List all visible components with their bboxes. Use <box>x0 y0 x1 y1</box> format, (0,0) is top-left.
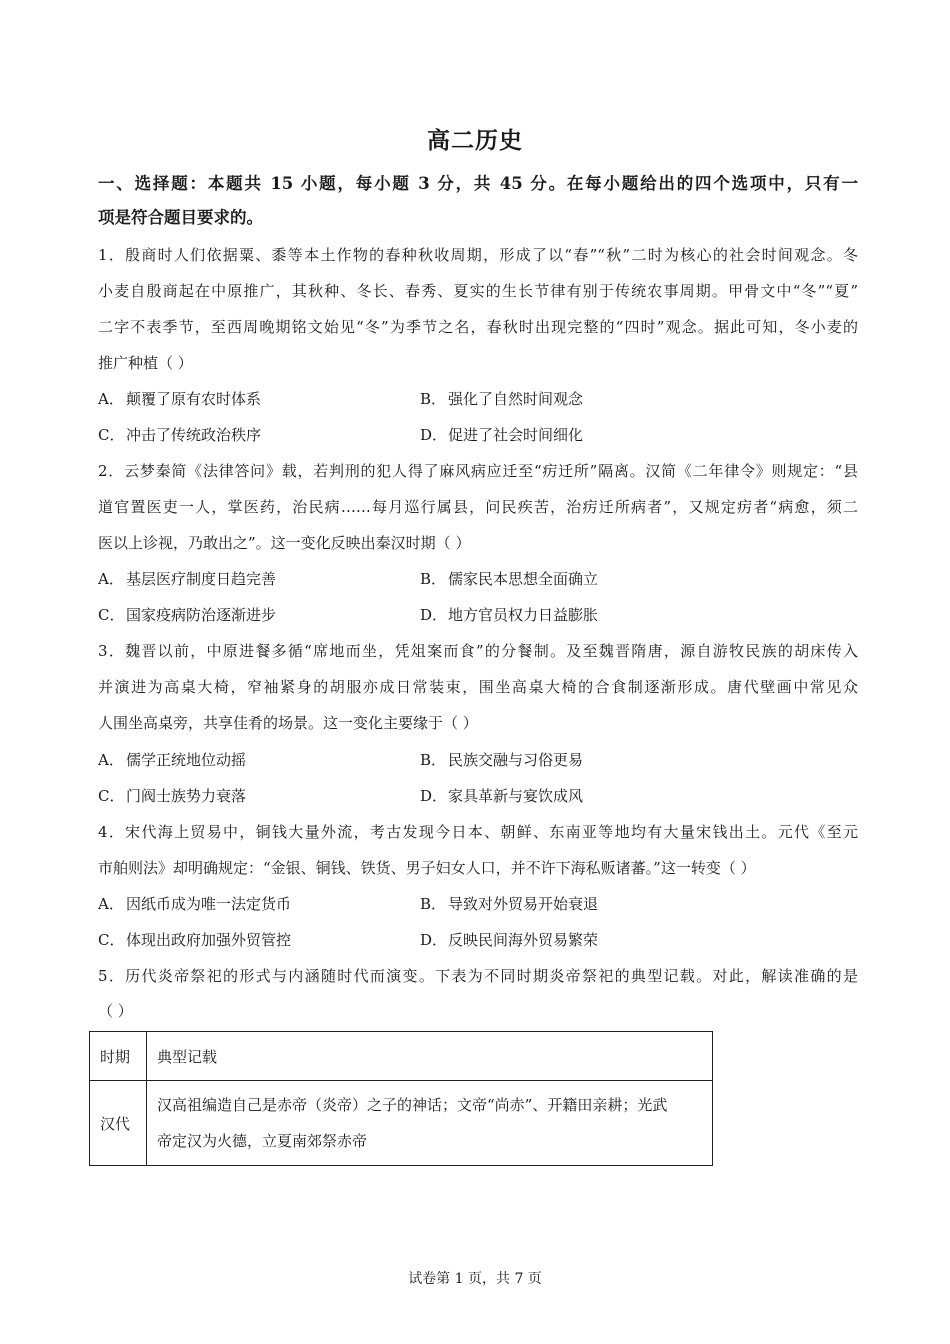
question-text-line: （ ） <box>98 1002 133 1020</box>
question-text-line: 5．历代炎帝祭祀的形式与内涵随时代而演变。下表为不同时期炎帝祭祀的典型记载。对此，解读准确的是 <box>98 967 858 985</box>
option-d[interactable]: D．促进了社会时间细化 <box>420 426 584 444</box>
question-text-line: 道官置医吏一人，掌医药，治民病……每月巡行属县，问民疾苦，治疠迁所病者”，又规定疠者“病愈，须二 <box>98 498 858 516</box>
question-text-line: 小麦自殷商起在中原推广，其秋种、冬长、春秀、夏实的生长节律有别于传统农事周期。甲骨文中“冬”“夏” <box>98 282 858 300</box>
option-d[interactable]: D．反映民间海外贸易繁荣 <box>420 931 599 949</box>
table-row <box>90 1081 713 1166</box>
table-header-row <box>90 1032 713 1081</box>
option-c[interactable]: C． 国家疫病防治逐渐进步 <box>98 606 277 624</box>
table-cell-record <box>147 1081 713 1166</box>
page-footer: 试卷第 1 页，共 7 页 <box>408 1271 542 1287</box>
record-line: 帝定汉为火德，立夏南郊祭赤帝 <box>157 1132 368 1150</box>
option-b[interactable]: B． 导致对外贸易开始衰退 <box>420 895 599 913</box>
option-d[interactable]: D．家具革新与宴饮成风 <box>420 787 584 805</box>
question-text-line: 二字不表季节，至西周晚期铭文始见“冬”为季节之名，春秋时出现完整的“四时”观念。据此可知，冬小麦的 <box>98 318 858 336</box>
option-c[interactable]: C． 门阀士族势力衰落 <box>98 787 247 805</box>
records-table <box>89 1031 713 1166</box>
option-a[interactable]: A． 因纸币成为唯一法定货币 <box>98 895 292 913</box>
question-text-line: 推广种植（ ） <box>98 354 193 372</box>
question-text-line: 人围坐高桌旁，共享佳肴的场景。这一变化主要缘于（ ） <box>98 714 478 732</box>
question-text-line: 4．宋代海上贸易中，铜钱大量外流，考古发现今日本、朝鲜、东南亚等地均有大量宋钱出土。元代《至元 <box>98 823 858 841</box>
option-a[interactable]: A． 颠覆了原有农时体系 <box>98 390 262 408</box>
option-a[interactable]: A． 基层医疗制度日趋完善 <box>98 570 277 588</box>
section-heading: 项是符合题目要求的。 <box>98 208 263 227</box>
option-b[interactable]: B． 强化了自然时间观念 <box>420 390 584 408</box>
question-text-line: 医以上诊视，乃敢出之”。这一变化反映出秦汉时期（ ） <box>98 534 471 552</box>
option-b[interactable]: B． 儒家民本思想全面确立 <box>420 570 599 588</box>
table-header-cell: 典型记载 <box>147 1032 713 1081</box>
option-b[interactable]: B． 民族交融与习俗更易 <box>420 751 584 769</box>
option-a[interactable]: A． 儒学正统地位动摇 <box>98 751 247 769</box>
question-text-line: 3．魏晋以前，中原进餐多循“席地而坐，凭俎案而食”的分餐制。及至魏晋隋唐，源自游牧民族的胡床传入 <box>98 642 858 660</box>
option-c[interactable]: C． 冲击了传统政治秩序 <box>98 426 262 444</box>
section-heading: 一、选择题：本题共 15 小题，每小题 3 分，共 45 分。在每小题给出的四个选项中，只有一 <box>98 174 858 193</box>
record-line: 汉高祖编造自己是赤帝（炎帝）之子的神话；文帝“尚赤”、开籍田亲耕；光武 <box>157 1096 668 1114</box>
table-header-cell: 时期 <box>90 1032 147 1081</box>
question-text-line: 并演进为高桌大椅，窄袖紧身的胡服亦成日常装束，围坐高桌大椅的合食制逐渐形成。唐代壁画中常见众 <box>98 678 858 696</box>
table-cell-period: 汉代 <box>90 1081 147 1166</box>
page-title: 高二历史 <box>427 127 523 154</box>
option-c[interactable]: C． 体现出政府加强外贸管控 <box>98 931 292 949</box>
question-text-line: 2．云梦秦简《法律答问》载，若判刑的犯人得了麻风病应迁至“疠迁所”隔离。汉简《二年律令》则规定：“县 <box>98 462 858 480</box>
question-text-line: 1．殷商时人们依据粟、黍等本土作物的春种秋收周期，形成了以“春”“秋”二时为核心的社会时间观念。冬 <box>98 246 858 264</box>
option-d[interactable]: D．地方官员权力日益膨胀 <box>420 606 599 624</box>
question-text-line: 市舶则法》却明确规定：“金银、铜钱、铁货、男子妇女人口，并不许下海私贩诸蕃。”这一转变（ ） <box>98 859 756 877</box>
